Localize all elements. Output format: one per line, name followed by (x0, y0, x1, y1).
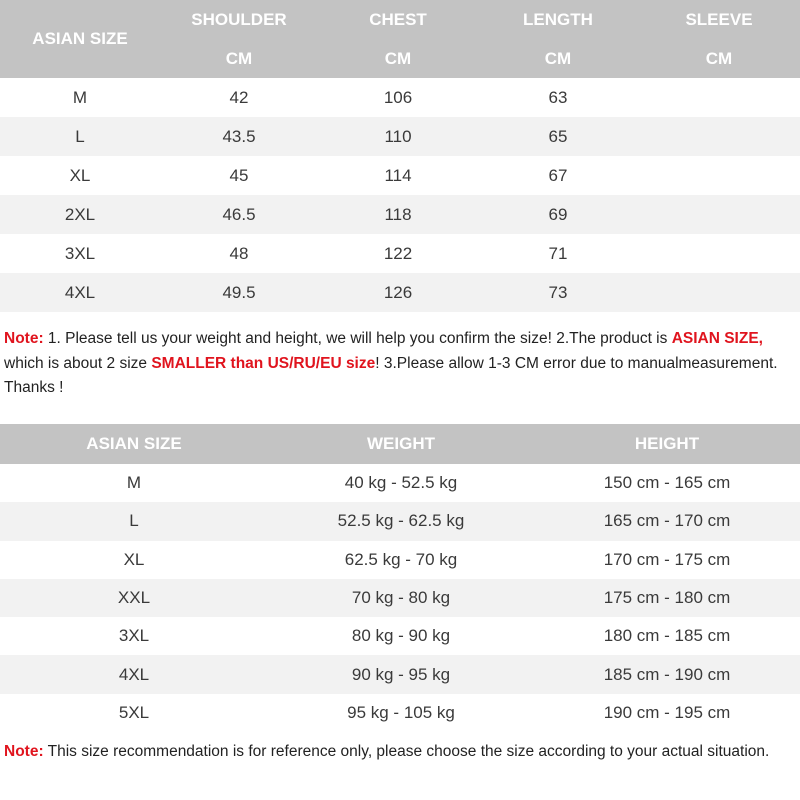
size-recommendation-table (0, 424, 800, 732)
table-row (0, 78, 800, 117)
cell-weight: 70 kg - 80 kg (268, 579, 534, 617)
cell-height: 185 cm - 190 cm (534, 655, 800, 693)
cell-size: L (0, 117, 160, 156)
cell-size: 4XL (0, 273, 160, 312)
header-unit: CM (478, 39, 638, 78)
note-text: This size recommendation is for reference only, please choose the size according to your actual situation. (43, 743, 770, 760)
note-label: Note: (4, 330, 44, 347)
size-note (4, 327, 796, 401)
cell-height: 165 cm - 170 cm (534, 502, 800, 540)
cell-size: 3XL (64, 243, 96, 263)
cell-chest: 126 (318, 273, 478, 312)
cell-chest: 106 (383, 87, 413, 107)
cell-shoulder: 45 (229, 165, 249, 185)
header-unit: CM (638, 39, 800, 78)
cell-sleeve (638, 156, 800, 195)
cell-length: 73 (478, 273, 638, 312)
cell-weight: 90 kg - 95 kg (268, 655, 534, 693)
table-row (0, 273, 800, 312)
cell-length: 63 (548, 87, 568, 107)
table-row (0, 694, 800, 732)
table-row (0, 502, 800, 540)
cell-length: 71 (548, 243, 568, 263)
note-highlight-asian-size: ASIAN SIZE, (671, 330, 763, 347)
cell-size: M (126, 473, 142, 493)
cell-weight: 80 kg - 90 kg (351, 626, 451, 646)
table-row (0, 617, 800, 655)
cell-weight: 40 kg - 52.5 kg (344, 473, 458, 493)
cell-size: XL (123, 549, 145, 569)
cell-length: 69 (478, 195, 638, 234)
cell-size: M (72, 87, 88, 107)
cell-size: 5XL (118, 702, 150, 722)
cell-size: 2XL (0, 195, 160, 234)
cell-size: XXL (0, 579, 268, 617)
table-row (0, 156, 800, 195)
cell-height: 180 cm - 185 cm (603, 626, 731, 646)
cell-sleeve (638, 273, 800, 312)
table-row (0, 195, 800, 234)
size-chart-table (0, 0, 800, 312)
cell-size: 3XL (118, 626, 150, 646)
header-weight: WEIGHT (268, 424, 534, 464)
cell-chest: 118 (318, 195, 478, 234)
table-row (0, 234, 800, 273)
cell-shoulder: 49.5 (160, 273, 318, 312)
header-length: LENGTH (478, 0, 638, 39)
cell-length: 65 (478, 117, 638, 156)
table-row (0, 464, 800, 502)
table-row (0, 541, 800, 579)
cell-shoulder: 42 (229, 87, 249, 107)
table-row (0, 579, 800, 617)
header-asian-size: ASIAN SIZE (0, 424, 268, 464)
recommendation-note (4, 740, 796, 765)
table-row (0, 655, 800, 693)
header-sleeve: SLEEVE (638, 0, 800, 39)
cell-weight: 62.5 kg - 70 kg (344, 549, 458, 569)
recommendation-header-row (0, 424, 800, 464)
cell-chest: 122 (383, 243, 413, 263)
cell-size: 4XL (0, 655, 268, 693)
note-text: ! 3.Please allow 1-3 CM error due to manualmeasurement. Thanks ! (4, 354, 778, 396)
table-row (0, 117, 800, 156)
cell-sleeve (638, 117, 800, 156)
cell-weight: 52.5 kg - 62.5 kg (268, 502, 534, 540)
size-chart-header-row (0, 0, 800, 39)
cell-height: 150 cm - 165 cm (603, 473, 731, 493)
cell-sleeve (638, 195, 800, 234)
cell-height: 170 cm - 175 cm (603, 549, 731, 569)
cell-sleeve (638, 78, 800, 117)
cell-chest: 114 (384, 165, 412, 185)
note-text: 1. Please tell us your weight and height, we will help you confirm the size! 2.The product is (43, 330, 672, 347)
header-height: HEIGHT (534, 424, 800, 464)
note-highlight-smaller: SMALLER than US/RU/EU size (151, 354, 376, 372)
cell-sleeve (638, 234, 800, 273)
header-shoulder: SHOULDER (160, 0, 318, 39)
header-asian-size: ASIAN SIZE (0, 0, 160, 78)
cell-height: 190 cm - 195 cm (603, 702, 731, 722)
note-text: which is about 2 size (4, 354, 152, 372)
header-unit: CM (160, 39, 318, 78)
cell-height: 175 cm - 180 cm (534, 579, 800, 617)
header-chest: CHEST (318, 0, 478, 39)
header-unit: CM (318, 39, 478, 78)
cell-weight: 95 kg - 105 kg (347, 702, 455, 722)
cell-shoulder: 48 (229, 243, 249, 263)
cell-size: L (0, 502, 268, 540)
cell-chest: 110 (318, 117, 478, 156)
cell-shoulder: 43.5 (160, 117, 318, 156)
note-label: Note: (4, 743, 44, 760)
cell-shoulder: 46.5 (160, 195, 318, 234)
cell-length: 67 (548, 165, 568, 185)
cell-size: XL (69, 165, 91, 185)
